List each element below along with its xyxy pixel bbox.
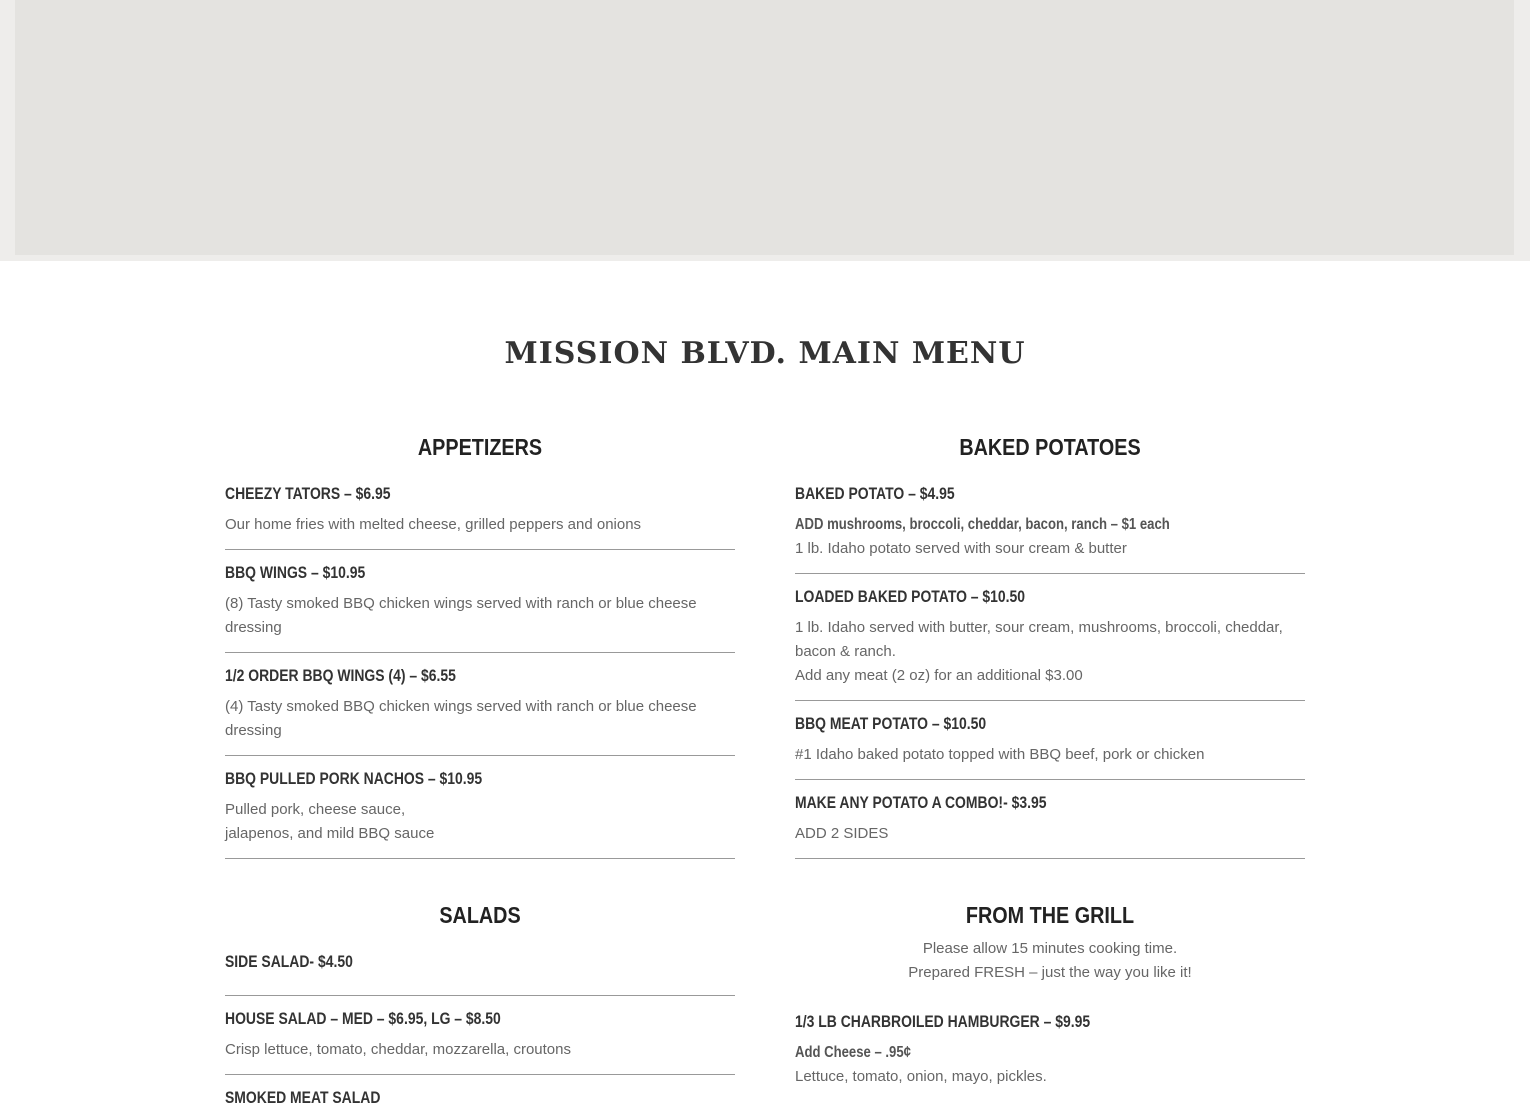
menu-item-desc: Crisp lettuce, tomato, cheddar, mozzarella, croutons <box>225 1041 571 1058</box>
menu-item <box>795 792 1305 859</box>
hero-banner <box>0 0 1530 261</box>
menu-item-desc: (4) Tasty smoked BBQ chicken wings served with ranch or blue cheese dressing <box>225 698 697 739</box>
menu-item-name: BBQ WINGS – $10.95 <box>225 563 366 582</box>
menu-item-addon: Add Cheese – .95¢ <box>795 1044 911 1061</box>
menu-item-name: HOUSE SALAD – MED – $6.95, LG – $8.50 <box>225 1009 501 1028</box>
menu-item <box>225 951 735 996</box>
menu-item-name: 1/2 ORDER BBQ WINGS (4) – $6.55 <box>225 666 456 685</box>
grill-note: Prepared FRESH – just the way you like it! <box>908 964 1192 981</box>
menu-item-name: MAKE ANY POTATO A COMBO!- $3.95 <box>795 793 1047 812</box>
menu-item-addon: ADD mushrooms, broccoli, cheddar, bacon, ranch – $1 each <box>795 516 1170 533</box>
hero-image <box>15 0 1514 255</box>
from-the-grill-section <box>795 902 1305 1089</box>
menu-item-name: LOADED BAKED POTATO – $10.50 <box>795 587 1026 606</box>
menu-item-name: SIDE SALAD- $4.50 <box>225 952 353 971</box>
menu-item <box>225 768 735 859</box>
menu-item <box>795 586 1305 701</box>
menu-item <box>225 562 735 653</box>
menu-item <box>225 665 735 756</box>
menu-item-name: CHEEZY TATORS – $6.95 <box>225 484 391 503</box>
menu-item-desc: 1 lb. Idaho served with butter, sour cream, mushrooms, broccoli, cheddar, bacon & ranch. <box>795 619 1283 660</box>
baked-potatoes-section <box>795 434 1305 871</box>
menu-item <box>225 1008 735 1075</box>
menu-item <box>225 483 735 550</box>
grill-note: Please allow 15 minutes cooking time. <box>922 940 1178 957</box>
menu-item-desc: (8) Tasty smoked BBQ chicken wings served with ranch or blue cheese dressing <box>225 595 697 636</box>
menu-item <box>225 1087 735 1109</box>
menu-item-name: 1/3 LB CHARBROILED HAMBURGER – $9.95 <box>795 1012 1091 1031</box>
section-heading-appetizers: APPETIZERS <box>417 434 543 460</box>
menu-item <box>795 713 1305 780</box>
menu-item-desc: Lettuce, tomato, onion, mayo, pickles. <box>795 1068 1047 1085</box>
menu-item-desc: jalapenos, and mild BBQ sauce <box>225 825 435 842</box>
menu-item-name: SMOKED MEAT SALAD <box>225 1088 381 1107</box>
menu-item <box>795 1011 1305 1089</box>
appetizers-section <box>225 434 735 871</box>
section-heading-baked-potatoes: BAKED POTATOES <box>959 434 1141 460</box>
menu-item-desc: Add any meat (2 oz) for an additional $3.00 <box>795 667 1083 684</box>
menu-item-name: BAKED POTATO – $4.95 <box>795 484 955 503</box>
menu-item-desc: #1 Idaho baked potato topped with BBQ beef, pork or chicken <box>795 746 1205 763</box>
section-heading-salads: SALADS <box>439 902 521 928</box>
menu-item-name: BBQ PULLED PORK NACHOS – $10.95 <box>225 769 483 788</box>
salads-section <box>225 902 735 1117</box>
menu-item-desc: Pulled pork, cheese sauce, <box>225 801 406 818</box>
page-title: MISSION BLVD. MAIN MENU <box>504 336 1026 371</box>
menu-item-desc: 1 lb. Idaho potato served with sour cream & butter <box>795 540 1127 557</box>
section-heading-from-the-grill: FROM THE GRILL <box>965 902 1135 928</box>
menu-item <box>795 483 1305 574</box>
menu-item-name: BBQ MEAT POTATO – $10.50 <box>795 714 987 733</box>
menu-item-desc: ADD 2 SIDES <box>795 825 889 842</box>
menu-item-desc: Our home fries with melted cheese, grilled peppers and onions <box>225 516 642 533</box>
